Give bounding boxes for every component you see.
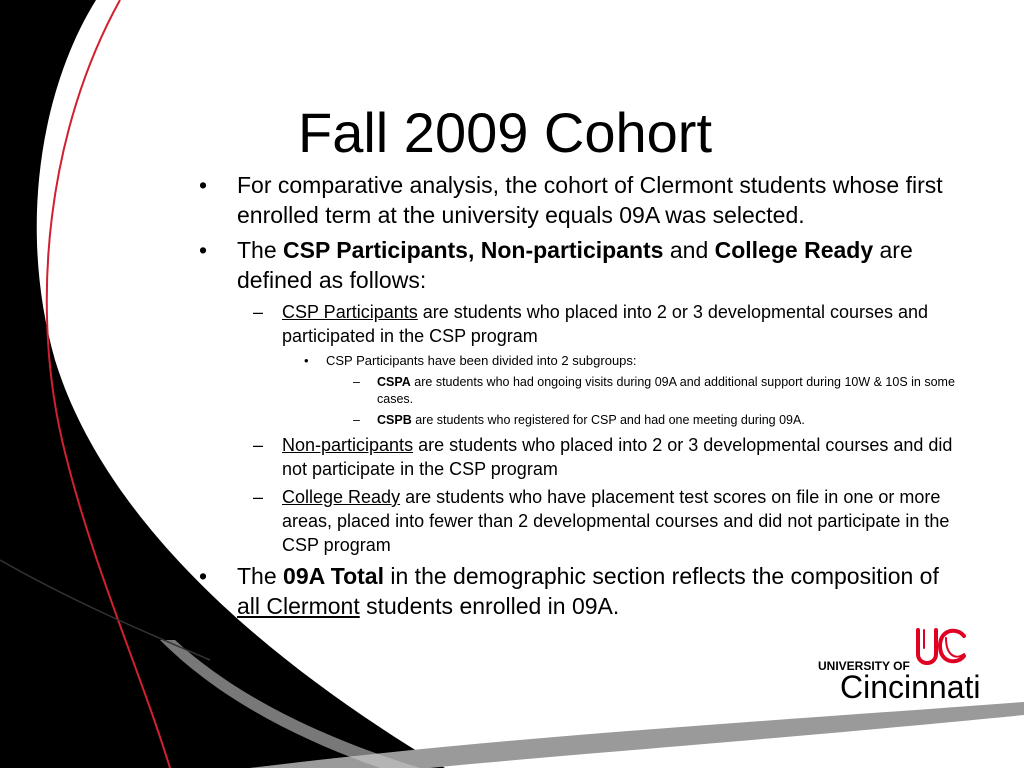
university-of-cincinnati-logo [814,624,989,706]
bullet-text: students enrolled in 09A. [359,593,620,619]
logo-university-of: UNIVERSITY OF [818,659,910,673]
sub-bullet-non-participants [196,433,956,481]
bullet-definitions [196,235,956,295]
bullet-text: For comparative analysis, the cohort of Clermont students whose first enrolled term at the university equals 09A was selected. [237,172,943,228]
sub-bullet-cspb [196,412,956,429]
bold-term-college-ready: College Ready [714,237,874,263]
term-csp-participants: CSP Participants [282,302,418,322]
bold-term-09a-total: 09A Total [283,563,384,589]
dash-marker: – [253,487,264,507]
term-cspa: CSPA [377,375,411,389]
dash-marker: – [353,375,360,389]
sub-bullet-subgroups [196,352,956,370]
dash-marker: – [253,435,264,455]
sub-bullet-cspa [196,374,956,408]
logo-cincinnati: Cincinnati [840,669,981,705]
uc-monogram-icon [918,630,964,663]
bullet-text: are defined as follows: [237,237,913,293]
bullet-marker: • [199,563,208,589]
definition-text: are students who placed into 2 or 3 developmental courses and did not participate in the CSP program [282,435,953,479]
bullet-text: The [237,563,284,589]
underlined-all-clermont: all Clermont [237,593,360,619]
bullet-text: in the demographic section reflects the composition of [384,563,939,589]
definition-text: are students who placed into 2 or 3 developmental courses and participated in the CSP program [282,302,929,346]
term-cspb: CSPB [377,413,412,427]
definition-text: are students who have placement test scores on file in one or more areas, placed into fewer than 2 developmental courses and did not participate in the CSP program [282,487,950,555]
bullet-marker: • [199,237,208,263]
term-college-ready: College Ready [282,487,401,507]
sub-bullet-college-ready [196,485,956,557]
term-non-participants: Non-participants [282,435,414,455]
dash-marker: – [353,413,360,427]
subgroups-text: CSP Participants have been divided into 2 subgroups: [326,353,637,368]
definition-text: are students who had ongoing visits during 09A and additional support during 10W & 10S in some cases. [377,375,955,406]
bullet-09a-total [196,561,956,621]
slide-title: Fall 2009 Cohort [298,101,713,164]
bullet-marker: • [304,353,309,368]
definition-text: are students who registered for CSP and had one meeting during 09A. [411,413,805,427]
sub-bullet-csp-participants [196,300,956,348]
bullet-content [196,170,956,626]
dash-marker: – [253,302,264,322]
bullet-text: The [237,237,284,263]
bold-term-participants: CSP Participants, Non-participants [283,237,664,263]
bullet-text: and [663,237,715,263]
bullet-cohort-selection [196,170,956,230]
bullet-marker: • [199,172,208,198]
